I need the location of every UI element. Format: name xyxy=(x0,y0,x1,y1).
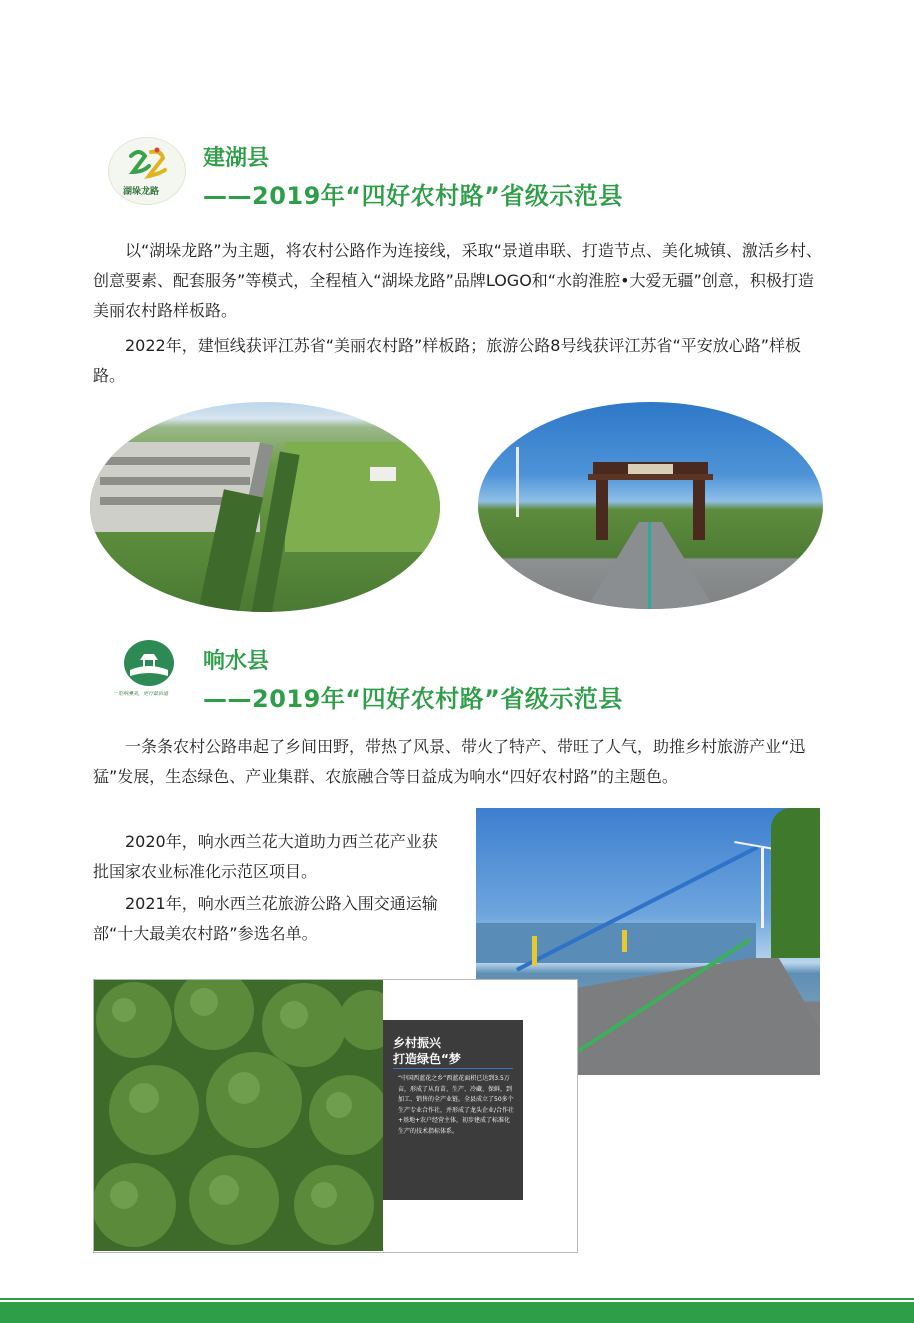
inset-divider xyxy=(393,1068,513,1069)
jianhu-logo-text: 湖垛龙路 xyxy=(123,187,160,197)
jianhu-county-title: 建湖县 xyxy=(203,146,270,171)
inset-title-line-2: 打造绿色“梦 xyxy=(393,1052,461,1066)
xiangshui-logo-text: 一览响漫美，更行最后道 xyxy=(113,691,169,697)
jianhu-logo xyxy=(108,137,186,205)
aerial-village-photo xyxy=(90,402,440,612)
xiangshui-paragraph-1: 一条条农村公路串起了乡间田野，带热了风景、带火了特产、带旺了人气，助推乡村旅游产业“迅猛”发展，生态绿色、产业集群、农旅融合等日益成为响水“四好农村路”的主题色。 xyxy=(93,737,806,786)
jianhu-paragraph-2: 2022年，建恒线获评江苏省“美丽农村路”样板路；旅游公路8号线获评江苏省“平安放心路”样板路。 xyxy=(93,336,802,385)
xiangshui-paragraph-3: 2021年，响水西兰花旅游公路入围交通运输部“十大最美农村路”参选名单。 xyxy=(93,894,438,943)
jianhu-paragraph-1: 以“湖垛龙路”为主题，将农村公路作为连接线，采取“景道串联、打造节点、美化城镇、激活乡村、创意要素、配套服务”等模式，全程植入“湖垛龙路”品牌LOGO和“水韵淮腔•大爱无疆”创意，积极打造美丽农村路样板路。 xyxy=(93,241,822,320)
pavilion-icon xyxy=(124,640,174,686)
footer-line xyxy=(0,1298,914,1300)
inset-title-line-1: 乡村振兴 xyxy=(393,1036,442,1050)
road-gate-photo xyxy=(478,402,823,609)
broccoli-florets xyxy=(94,980,383,1251)
footer-bar xyxy=(0,1302,914,1323)
xiangshui-county-title: 响水县 xyxy=(203,649,270,674)
xiangshui-paragraph-2: 2020年，响水西兰花大道助力西兰花产业获批国家农业标准化示范区项目。 xyxy=(93,832,438,881)
xiangshui-subtitle: ——2019年“四好农村路”省级示范县 xyxy=(203,685,623,713)
inset-body-text: “中国西蓝花之乡”西蓝花面积已达到3.5万亩，形成了从育苗、生产、冷藏、保鲜，到加工、销售的全产业链。全县成立了50多个生产专业合作社，并形成了龙头企业/合作社+基地+农户经营主体，初步建成了标准化生产的技术指标体系。 xyxy=(398,1075,515,1135)
xiangshui-logo xyxy=(124,640,174,686)
broccoli-photo xyxy=(94,980,383,1251)
jianhu-subtitle: ——2019年“四好农村路”省级示范县 xyxy=(203,182,623,210)
